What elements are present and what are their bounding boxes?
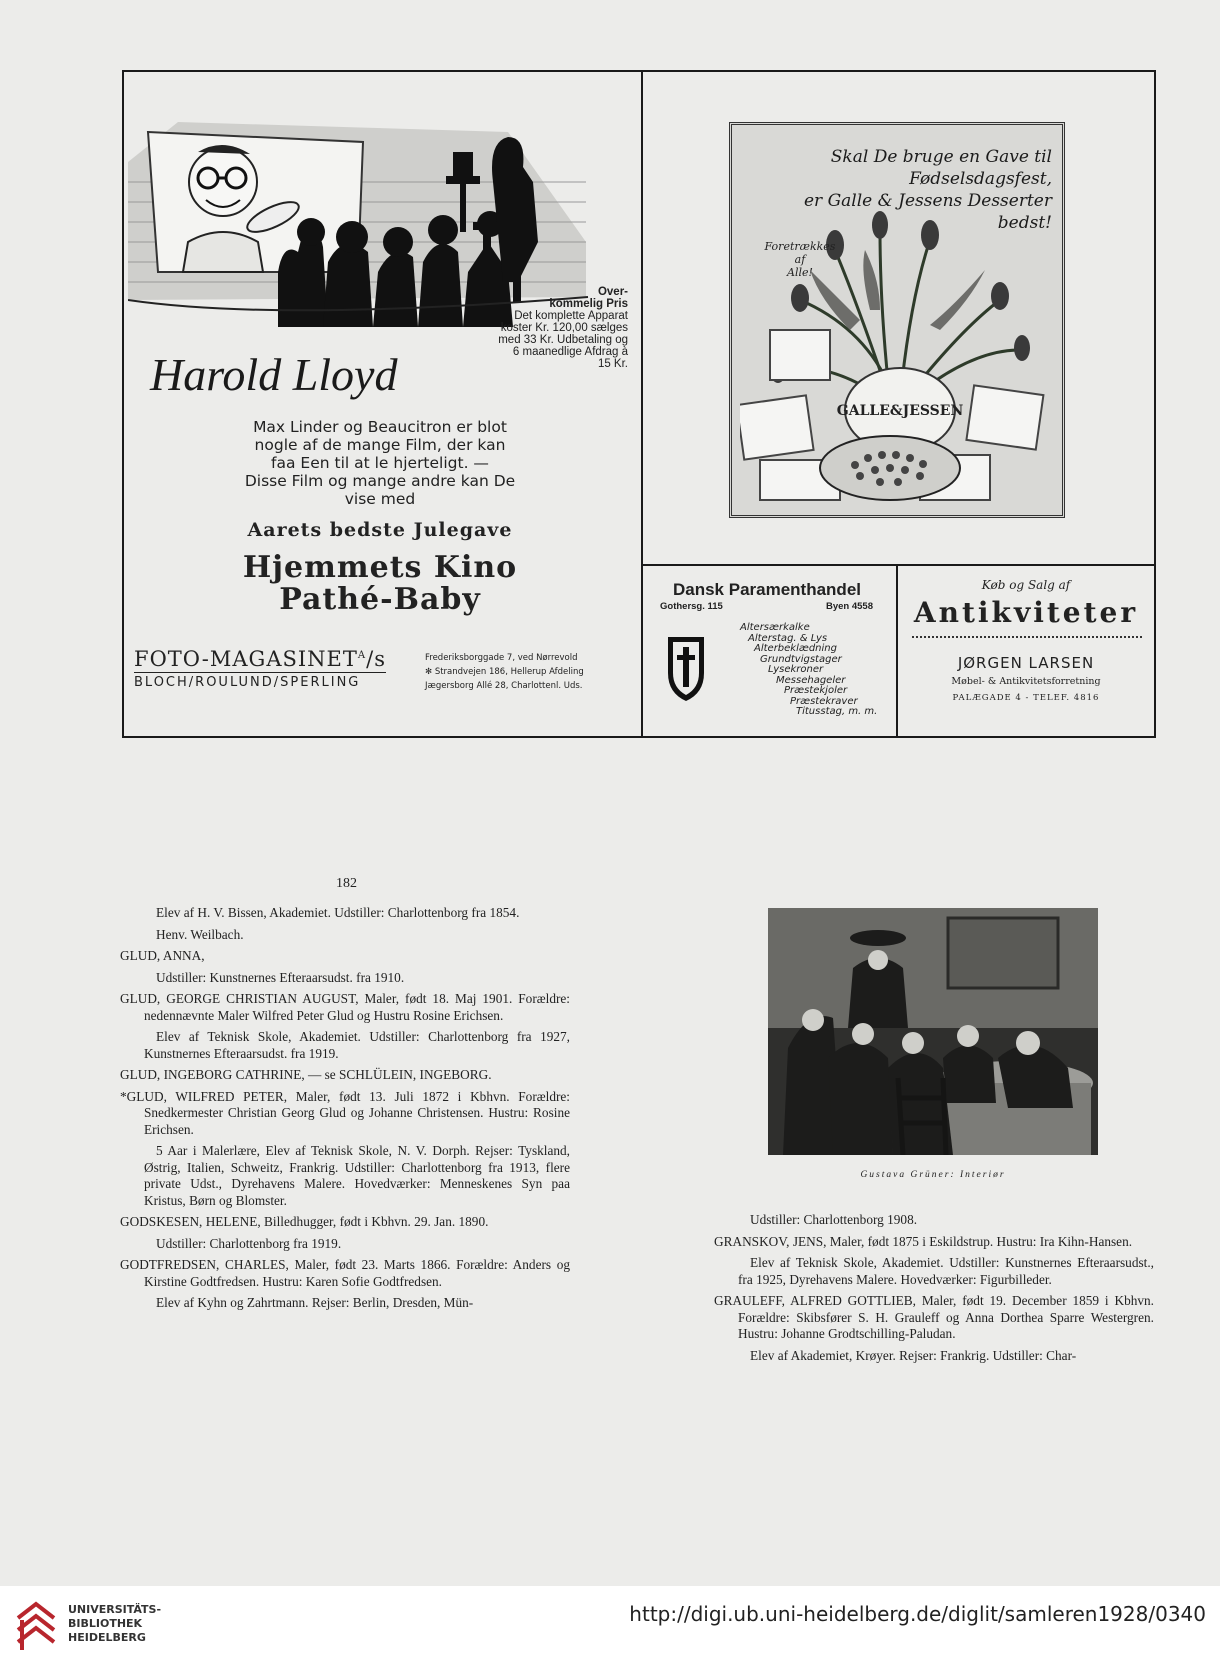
company-owners: BLOCH/ROULUND/SPERLING bbox=[134, 675, 361, 690]
company-name bbox=[134, 647, 386, 673]
lexicon-entry: *GLUD, WILFRED PETER, Maler, født 13. Juli 1872 i Kbhvn. Forældre: Snedkermester Christian Georg Glud og Johanne Christensen. Hustru: Rosine Erichsen. bbox=[120, 1088, 570, 1137]
antikviteter-intro: Køb og Salg af bbox=[981, 578, 1071, 592]
item: Lysekroner bbox=[768, 664, 824, 675]
left-text-column bbox=[120, 905, 570, 1317]
permalink-url[interactable]: http://digi.ub.uni-heidelberg.de/diglit/samleren1928/0340 bbox=[629, 1602, 1206, 1626]
galle-jessen-preferred bbox=[755, 240, 845, 279]
offer-line: 15 Kr. bbox=[597, 358, 628, 370]
institution-line: UNIVERSITÄTS- bbox=[68, 1603, 162, 1616]
paragraph: Elev af Akademiet, Krøyer. Rejser: Frankrig. Udstiller: Char- bbox=[750, 1347, 1077, 1363]
ad-divider-vertical-small bbox=[896, 564, 898, 736]
paragraph: Udstiller: Charlottenborg fra 1919. bbox=[156, 1235, 342, 1251]
cross-shield-icon bbox=[664, 633, 708, 703]
offer-line: med 33 Kr. Udbetaling og bbox=[498, 334, 628, 346]
company-addresses bbox=[425, 651, 584, 693]
company-suffix: /s bbox=[366, 647, 386, 671]
offer-line: koster Kr. 120,00 sælges bbox=[500, 322, 628, 334]
paragraph: Elev af H. V. Bissen, Akademiet. Udstiller: Charlottenborg fra 1854. bbox=[156, 905, 520, 920]
offer-title: kommelig Pris bbox=[549, 298, 628, 310]
item: Altersærkalke bbox=[740, 622, 810, 633]
body-line: nogle af de mange Film, der kan bbox=[254, 436, 506, 454]
paramenthandel-items bbox=[720, 623, 890, 718]
headline-line: er Galle & Jessens Desserter bbox=[804, 191, 1052, 211]
offer-line: 6 maanedlige Afdrag à bbox=[512, 346, 628, 358]
item: Præstekraver bbox=[790, 695, 858, 707]
body-line: Disse Film og mange andre kan De bbox=[244, 472, 516, 490]
paragraph: Udstiller: Kunstnernes Efteraarsudst. fra 1910. bbox=[156, 969, 405, 985]
antikviteter-description: Møbel- & Antikvitetsforretning bbox=[951, 676, 1101, 687]
paramenthandel-phone: Byen 4558 bbox=[826, 601, 874, 612]
offer-title: Over- bbox=[597, 286, 628, 298]
institution-line: BIBLIOTHEK bbox=[68, 1617, 143, 1630]
preferred-line: Alle! bbox=[787, 266, 813, 279]
preferred-line: af bbox=[794, 253, 806, 266]
item: Grundtvigstager bbox=[760, 653, 842, 665]
paragraph: Elev af Teknisk Skole, Akademiet. Udstiller: Charlottenborg fra 1927, Kunstnernes Efteraarsudst. fra 1919. bbox=[144, 1029, 570, 1061]
dotted-divider bbox=[912, 636, 1142, 638]
price-offer-box bbox=[468, 286, 628, 370]
antikviteter-title: Antikviteter bbox=[913, 596, 1139, 629]
right-text-column bbox=[714, 1212, 1154, 1369]
paragraph: Henv. Weilbach. bbox=[156, 926, 244, 942]
institution-name[interactable] bbox=[68, 1603, 161, 1645]
preferred-line: Foretrækkes bbox=[764, 240, 836, 253]
body-line: faa Een til at le hjerteligt. — bbox=[271, 454, 489, 472]
lexicon-entry: GLUD, INGEBORG CATHRINE, — se SCHLÜLEIN, INGEBORG. bbox=[120, 1067, 492, 1082]
harold-lloyd-title: Harold Lloyd bbox=[150, 349, 398, 400]
paramenthandel-address: Gothersg. 115 bbox=[660, 601, 723, 612]
product-line-2: Pathé-Baby bbox=[279, 582, 481, 617]
paragraph: Elev af Teknisk Skole, Akademiet. Udstiller: Kunstnernes Efteraarsudst., fra 1925, Dyrehavens Malere. Hovedværker: Figurbilleder. bbox=[738, 1255, 1154, 1287]
interior-painting bbox=[768, 908, 1098, 1155]
address-line: ✻ Strandvejen 186, Hellerup Afdeling bbox=[425, 667, 584, 677]
headline-line: bedst! bbox=[997, 213, 1052, 233]
address-line: Frederiksborggade 7, ved Nørrevold bbox=[425, 653, 578, 663]
item: Præstekjoler bbox=[784, 685, 848, 696]
headline-line: Skal De bruge en Gave til bbox=[830, 147, 1052, 167]
antikviteter-owner: JØRGEN LARSEN bbox=[957, 654, 1095, 672]
item: Messehageler bbox=[776, 674, 846, 686]
body-line: Max Linder og Beaucitron er blot bbox=[253, 418, 507, 436]
company-suffix-sup: A bbox=[357, 650, 367, 661]
lexicon-entry: GLUD, ANNA, bbox=[120, 948, 205, 963]
offer-line: Det komplette Apparat bbox=[514, 310, 628, 322]
lexicon-entry: GRANSKOV, JENS, Maler, født 1875 i Eskildstrup. Hustru: Ira Kihn-Hansen. bbox=[714, 1233, 1133, 1249]
address-line: Jægersborg Allé 28, Charlottenl. Uds. bbox=[425, 681, 583, 691]
paramenthandel-title: Dansk Paramenthandel bbox=[672, 580, 861, 599]
product-name bbox=[160, 552, 600, 616]
company-name-text: FOTO-MAGASINET bbox=[134, 647, 358, 671]
lexicon-entry: GRAULEFF, ALFRED GOTTLIEB, Maler, født 19. December 1859 i Kbhvn. Forældre: Skibsfører S. H. Grauleff og Anna Dorthea Sparre Westergren. Hustru: Johanne Grodtschilling-Paludan. bbox=[714, 1293, 1154, 1341]
harold-lloyd-body bbox=[210, 418, 550, 508]
gift-slogan: Aarets bedste Julegave bbox=[247, 519, 513, 541]
item: Titusstag, m. m. bbox=[796, 706, 878, 717]
university-library-logo-icon[interactable] bbox=[14, 1598, 58, 1654]
painting-caption: Gustava Grüner: Interiør bbox=[860, 1170, 1006, 1180]
paragraph: 5 Aar i Malerlære, Elev af Teknisk Skole, N. V. Dorph. Rejser: Tyskland, Østrig, Italien, Schweitz, Frankrig. Udstiller: Charlottenborg fra 1913, flere private Udst., Dyrehavens Malere. Hovedværker: Menneskenes Syn paa Kristus, Børn og Blomster. bbox=[144, 1143, 570, 1208]
institution-line: HEIDELBERG bbox=[68, 1631, 146, 1644]
antikviteter-address: PALÆGADE 4 - TELEF. 4816 bbox=[952, 693, 1100, 703]
lexicon-entry: GODTFREDSEN, CHARLES, Maler, født 23. Marts 1866. Forældre: Anders og Kirstine Godtfredsen. Hustru: Karen Sofie Godtfredsen. bbox=[120, 1257, 570, 1289]
item: Alterstag. & Lys bbox=[748, 632, 828, 644]
footer-bar bbox=[0, 1586, 1220, 1676]
ad-divider-vertical bbox=[641, 70, 643, 736]
headline-line: Fødselsdagsfest, bbox=[909, 169, 1052, 189]
page-number: 182 bbox=[336, 876, 357, 891]
body-line: vise med bbox=[344, 490, 416, 508]
lexicon-entry: GODSKESEN, HELENE, Billedhugger, født i Kbhvn. 29. Jan. 1890. bbox=[120, 1214, 489, 1229]
product-line-1: Hjemmets Kino bbox=[242, 550, 518, 585]
galle-jessen-headline bbox=[752, 146, 1052, 234]
box-label: GALLE&JESSEN bbox=[836, 403, 964, 419]
lexicon-entry: GLUD, GEORGE CHRISTIAN AUGUST, Maler, født 18. Maj 1901. Forældre: nedennævnte Maler Wilfred Peter Glud og Hustru Rosine Erichsen. bbox=[120, 991, 570, 1023]
paragraph: Elev af Kyhn og Zahrtmann. Rejser: Berlin, Dresden, Mün- bbox=[156, 1295, 474, 1310]
paragraph: Udstiller: Charlottenborg 1908. bbox=[750, 1212, 918, 1227]
item: Alterbeklædning bbox=[754, 643, 837, 654]
